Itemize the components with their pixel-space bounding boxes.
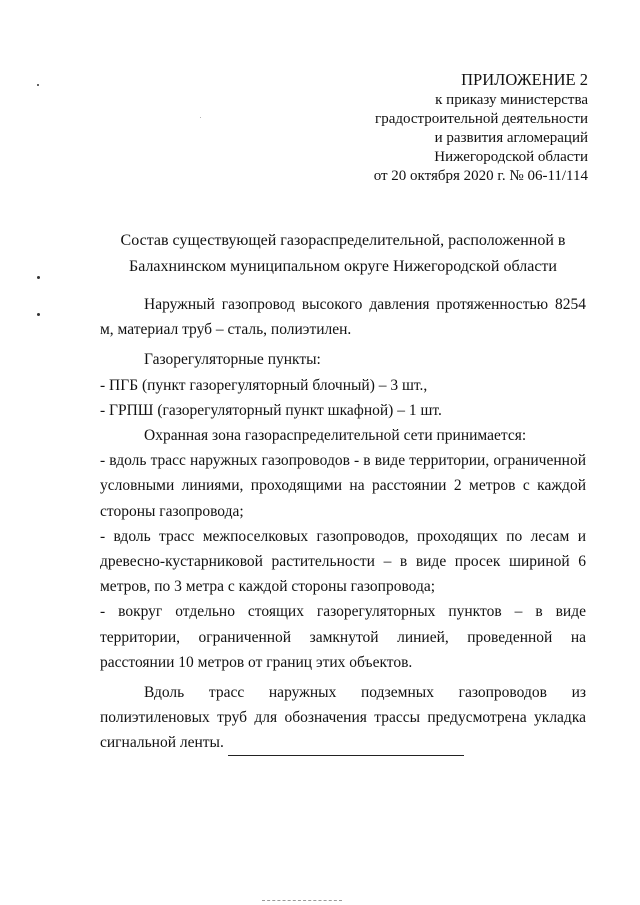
scan-dot <box>37 313 40 316</box>
appendix-title: ПРИЛОЖЕНИЕ 2 <box>461 70 588 89</box>
appendix-line-1: к приказу министерства <box>435 92 588 108</box>
paragraph-pipeline: Наружный газопровод высокого давления протяженностью 8254 м, материал труб – сталь, полиэтилен. <box>100 296 586 339</box>
document-title <box>100 228 586 280</box>
list-item-intersettlement-pipelines: - вдоль трасс межпоселковых газопроводов, проходящих по лесам и древесно-кустарниковой растительности – в виде просек шириной 6 метров, по 3 метра с каждой стороны газопровода; <box>100 527 586 596</box>
document-title-line-1: Состав существующей газораспределительной, расположенной в <box>120 232 566 249</box>
list-item-regulator-points-zone: - вокруг отдельно стоящих газорегуляторных пунктов – в виде территории, ограниченной замкнутой линией, проведенной на расстоянии 10 метров от границ этих объектов. <box>100 603 586 671</box>
end-rule <box>228 755 464 756</box>
scan-dot <box>37 84 39 86</box>
appendix-line-4: Нижегородской области <box>434 149 588 165</box>
list-item-pgb: - ПГБ (пункт газорегуляторный блочный) – 3 шт., <box>100 376 428 394</box>
list-item-grpsh: - ГРПШ (газорегуляторный пункт шкафной) – 1 шт. <box>100 401 442 419</box>
paragraph-regulator-points: Газорегуляторные пункты: <box>144 351 321 369</box>
paragraph-protection-zone: Охранная зона газораспределительной сети принимается: <box>144 427 527 445</box>
appendix-line-3: и развития агломераций <box>434 130 588 146</box>
document-title-line-2: Балахнинском муниципальном округе Нижегородской области <box>129 258 557 275</box>
scan-dot <box>200 117 201 118</box>
appendix-line-5: от 20 октября 2020 г. № 06-11/114 <box>373 168 588 184</box>
scan-edge-mark <box>262 900 342 901</box>
document-body <box>100 292 586 756</box>
paragraph-signal-tape: Вдоль трасс наружных подземных газопроводов из полиэтиленовых труб для обозначения трассы предусмотрена укладка сигнальной ленты. <box>100 684 586 752</box>
appendix-header <box>374 70 588 186</box>
scan-dot <box>37 276 40 279</box>
appendix-line-2: градостроительной деятельности <box>375 111 588 127</box>
list-item-outer-pipelines: - вдоль трасс наружных газопроводов - в виде территории, ограниченной условными линиями, проходящими на расстоянии 2 метров с каждой стороны газопровода; <box>100 452 586 520</box>
